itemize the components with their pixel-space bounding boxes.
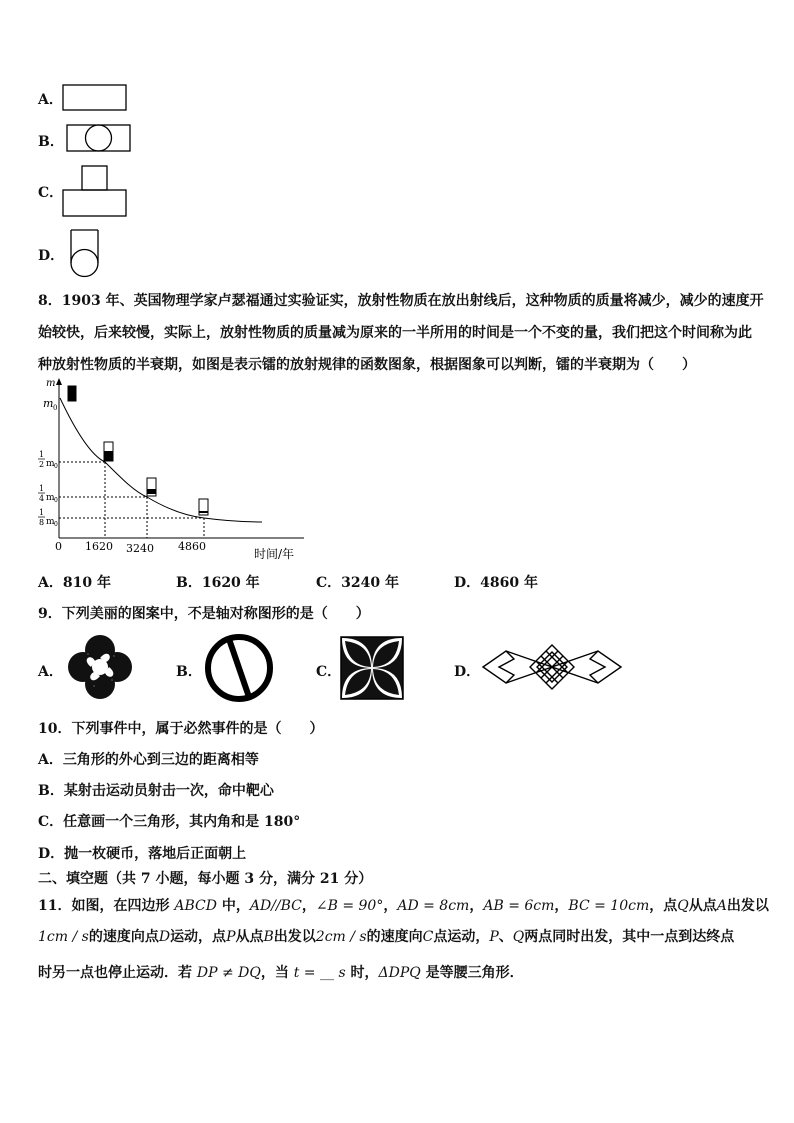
x-axis-label: 时间/年: [254, 547, 295, 561]
quarter-m-subscript: 0: [54, 497, 58, 504]
q8-text-line-3: 种放射性物质的半衰期，如图是表示镭的放射规律的函数图象，根据图象可以判断，镭的半衰期为（ ）: [38, 357, 696, 373]
q10-choice-b[interactable]: B．某射击运动员射击一次，命中靶心: [38, 783, 274, 799]
radium-sample-icons: [68, 386, 208, 515]
option-label: D．: [38, 248, 65, 264]
q8-text-line-2: 始较快，后来较慢，实际上，放射性物质的质量减为原来的一半所用的时间是一个不变的量，我们把这个时间称为此: [38, 325, 752, 341]
q8-text-line-1: 8．1903 年、英国物理学家卢瑟福通过实验证实，放射性物质在放出射线后，这种物质的质量将减少，减少的速度开: [38, 293, 764, 309]
eighth-m-label: m: [46, 517, 55, 527]
half-numerator: 1: [39, 450, 45, 459]
decay-curve: [60, 398, 262, 522]
origin-label: 0: [55, 540, 62, 553]
q9-option-label-c: C．: [316, 664, 342, 680]
half-m-subscript: 0: [54, 463, 58, 470]
stacked-rectangles-figure: [62, 165, 128, 218]
q8-choice-a[interactable]: A．810 年: [38, 575, 111, 591]
dotted-guides: [59, 462, 204, 538]
q10-question: 10．下列事件中，属于必然事件的是（ ）: [38, 721, 324, 737]
q8-choice-b[interactable]: B．1620 年: [176, 575, 260, 591]
q9-question: 9．下列美丽的图案中，不是轴对称图形的是（ ）: [38, 606, 370, 622]
half-m-label: m: [46, 459, 55, 469]
option-label: A．: [38, 92, 63, 108]
x-tick: 4860: [178, 540, 206, 553]
radium-decay-graph: [32, 376, 312, 564]
q8-choice-c[interactable]: C．3240 年: [316, 575, 399, 591]
option-label: C．: [38, 185, 64, 201]
cylinder-figure: [68, 227, 102, 279]
circle-slash-pattern[interactable]: [200, 631, 278, 705]
eighth-numerator: 1: [39, 508, 45, 517]
quarter-m-label: m: [46, 493, 55, 503]
q10-choice-d[interactable]: D．抛一枚硬币，落地后正面朝上: [38, 846, 247, 862]
quarter-denominator: 4: [39, 494, 45, 503]
q11-line-2: 1cm / s的速度向点D运动，点P从点B出发以2cm / s的速度向C点运动，P、Q两点同时出发，其中一点到达终点: [38, 929, 735, 945]
m0-label: m: [43, 397, 54, 410]
q10-choice-a[interactable]: A．三角形的外心到三边的距离相等: [38, 752, 259, 768]
endless-knot-pattern[interactable]: [480, 641, 624, 693]
four-petal-square-pattern[interactable]: [340, 636, 406, 700]
eighth-denominator: 8: [39, 518, 45, 527]
q11-line-1: 11．如图，在四边形 ABCD 中，AD//BC，∠B = 90°，AD = 8cm，AB = 6cm，BC = 10cm，点Q从点A出发以: [38, 898, 769, 914]
section-heading: 二、填空题（共 7 小题，每小题 3 分，满分 21 分）: [38, 871, 373, 887]
option-label: B．: [38, 134, 64, 150]
m0-subscript: 0: [53, 404, 58, 412]
q9-option-label-a: A．: [38, 664, 63, 680]
x-tick: 1620: [85, 540, 113, 553]
quarter-numerator: 1: [39, 484, 45, 493]
q11-line-3: 时另一点也停止运动．若 DP ≠ DQ，当 t = __ s 时，ΔDPQ 是等腰三角形．: [38, 965, 524, 981]
q8-choice-d[interactable]: D．4860 年: [454, 575, 538, 591]
q9-option-label-b: B．: [176, 664, 202, 680]
q10-choice-c[interactable]: C．任意画一个三角形，其内角和是 180°: [38, 814, 301, 830]
q9-option-label-d: D．: [454, 664, 481, 680]
y-axis-label: m: [46, 378, 56, 389]
half-denominator: 2: [39, 460, 45, 469]
rectangle-circle-figure: [66, 123, 132, 153]
eighth-m-subscript: 0: [54, 521, 58, 528]
x-tick: 3240: [126, 542, 154, 555]
quatrefoil-pattern[interactable]: [64, 634, 136, 700]
rectangle-figure: [62, 84, 128, 112]
